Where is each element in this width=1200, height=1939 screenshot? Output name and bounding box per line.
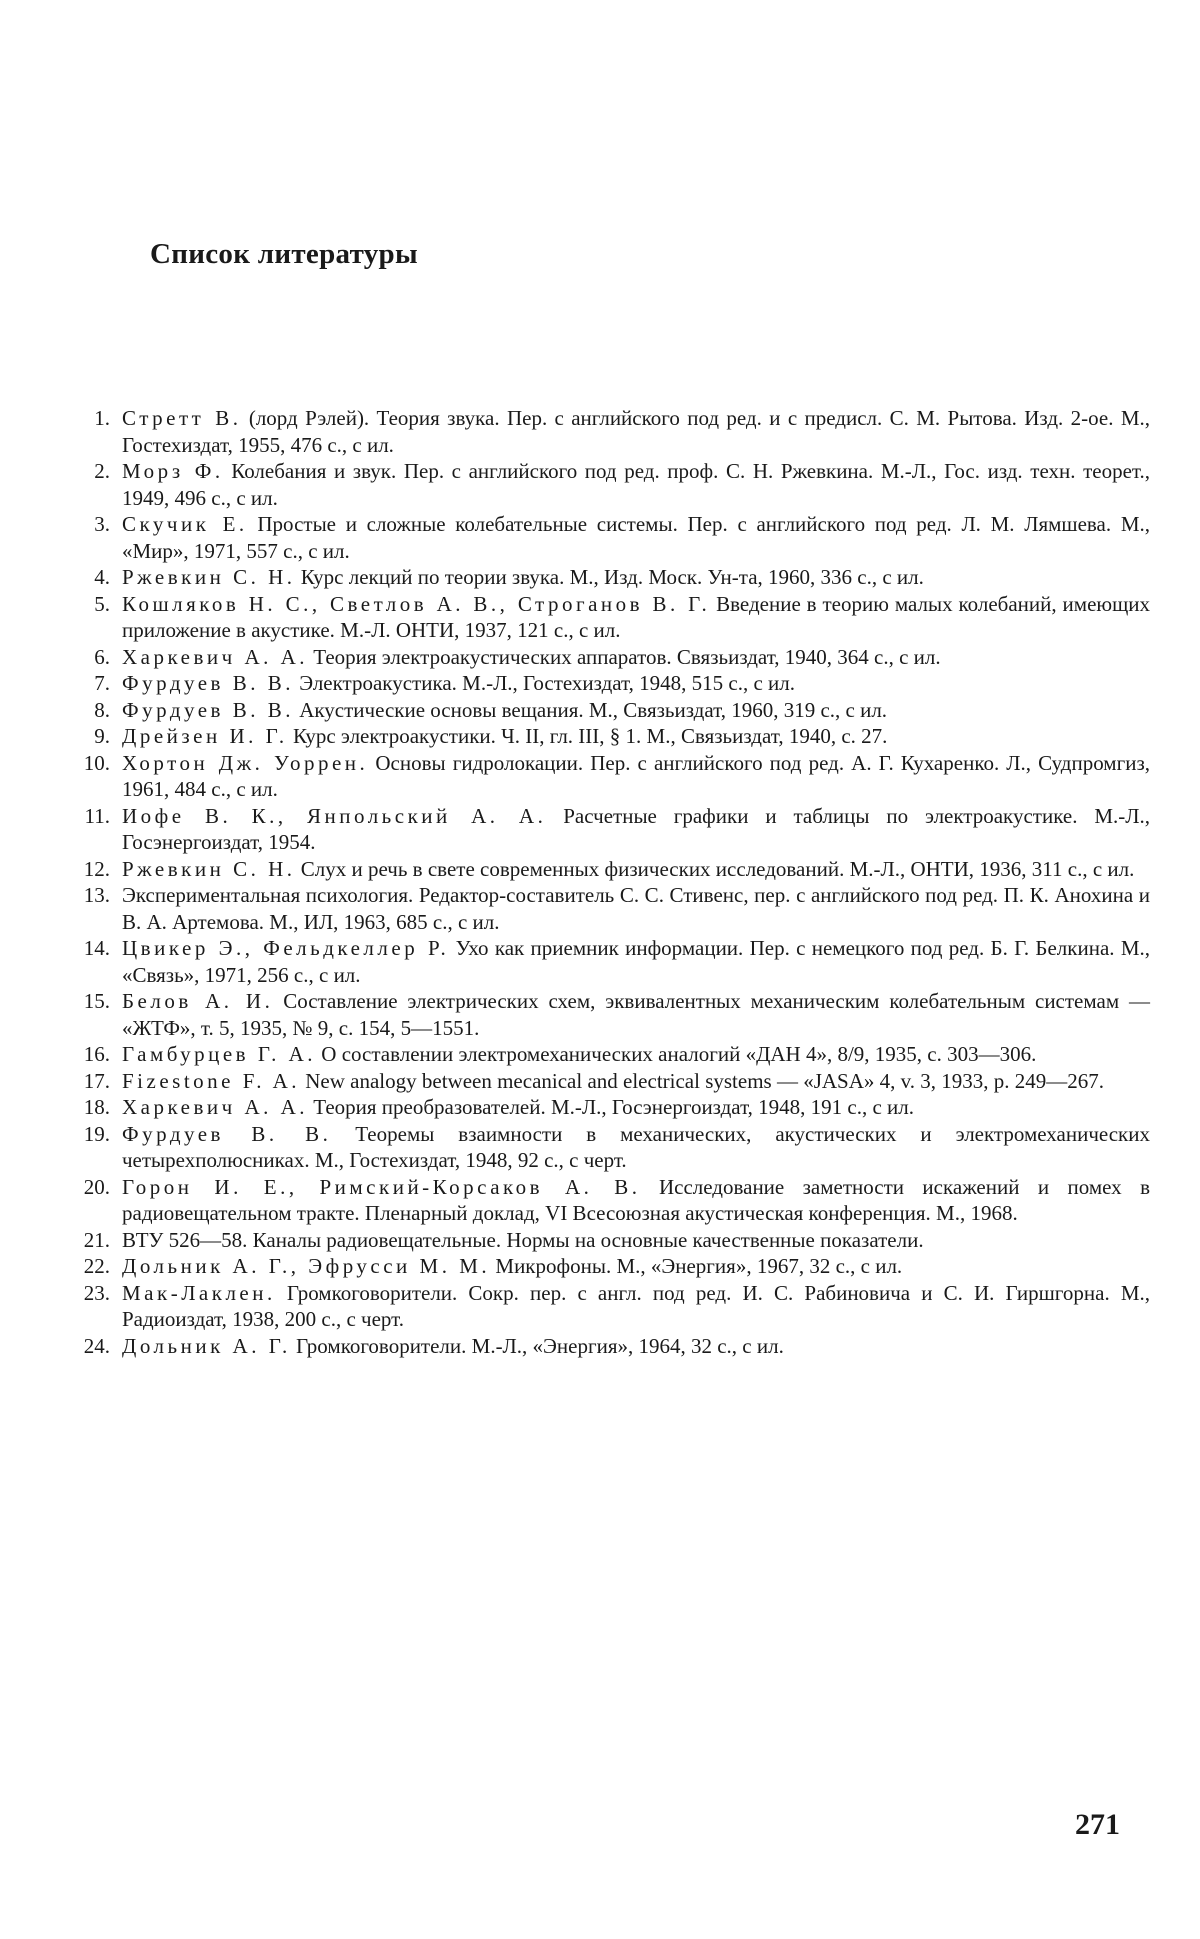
reference-item xyxy=(70,1253,1150,1280)
reference-text xyxy=(122,1280,1150,1333)
reference-text xyxy=(122,591,1150,644)
reference-item xyxy=(70,644,1150,671)
reference-author: Цвикер Э., Фельдкеллер Р. xyxy=(122,936,450,960)
reference-item xyxy=(70,1121,1150,1174)
reference-text xyxy=(122,935,1150,988)
reference-text xyxy=(122,1253,1150,1280)
reference-number: 19. xyxy=(83,1121,110,1146)
reference-description: Громкоговорители. М.-Л., «Энергия», 1964, 32 с., с ил. xyxy=(290,1333,784,1358)
reference-text xyxy=(122,1041,1150,1068)
reference-number: 24. xyxy=(83,1333,110,1358)
reference-author: Горон И. Е., Римский-Корсаков А. В. xyxy=(122,1174,641,1199)
reference-number: 23. xyxy=(83,1280,110,1305)
reference-text xyxy=(122,856,1150,883)
reference-author: Дольник А. Г., Эфрусси М. М. xyxy=(122,1254,491,1278)
reference-text xyxy=(122,1333,1150,1360)
reference-item xyxy=(70,856,1150,883)
reference-number: 3. xyxy=(94,512,110,536)
page-number: 271 xyxy=(1075,1808,1120,1841)
reference-author: Дрейзен И. Г. xyxy=(122,724,288,748)
reference-number: 11. xyxy=(84,803,110,828)
reference-number: 9. xyxy=(94,724,110,748)
reference-item xyxy=(70,1094,1150,1121)
reference-author: Морз Ф. xyxy=(122,459,224,483)
reference-description: Курс лекций по теории звука. М., Изд. Моск. Ун-та, 1960, 336 с., с ил. xyxy=(295,565,924,589)
reference-author: Белов А. И. xyxy=(122,989,274,1013)
reference-text xyxy=(122,511,1150,564)
reference-text xyxy=(122,1094,1150,1121)
reference-item xyxy=(70,935,1150,988)
reference-description: Микрофоны. М., «Энергия», 1967, 32 с., с ил. xyxy=(490,1254,903,1278)
page-title: Список литературы xyxy=(150,238,418,270)
reference-description: О составлении электромеханических аналогий «ДАН 4», 8/9, 1935, с. 303—306. xyxy=(316,1042,1037,1066)
reference-item xyxy=(70,1333,1150,1360)
reference-author: Ржевкин С. Н. xyxy=(122,856,296,881)
reference-description: Теория преобразователей. М.-Л., Госэнергоиздат, 1948, 191 с., с ил. xyxy=(308,1095,915,1119)
reference-author: Ржевкин С. Н. xyxy=(122,565,296,589)
reference-author: Фурдуев В. В. xyxy=(122,671,294,695)
reference-description: Курс электроакустики. Ч. II, гл. III, § 1. М., Связьиздат, 1940, с. 27. xyxy=(287,724,888,748)
reference-item xyxy=(70,723,1150,750)
reference-text xyxy=(122,1174,1150,1227)
reference-text xyxy=(122,1121,1150,1174)
reference-item xyxy=(70,564,1150,591)
reference-number: 2. xyxy=(94,459,110,483)
reference-author: Иофе В. К., Янпольский А. А. xyxy=(122,803,547,828)
reference-text xyxy=(122,988,1150,1041)
reference-item xyxy=(70,670,1150,697)
reference-item xyxy=(70,511,1150,564)
reference-description: Теория электроакустических аппаратов. Связьиздат, 1940, 364 с., с ил. xyxy=(308,644,941,669)
reference-number: 7. xyxy=(94,671,110,695)
reference-text xyxy=(122,723,1150,750)
reference-item xyxy=(70,1041,1150,1068)
reference-text xyxy=(122,1227,1150,1254)
reference-description: Исследование заметности искажений и помех в радиовещательном тракте. Пленарный доклад, VI Всесоюзная акустическая конференция. М., 1968. xyxy=(122,1174,1150,1225)
reference-description: ВТУ 526—58. Каналы радиовещательные. Нормы на основные качественные показатели. xyxy=(122,1227,924,1252)
reference-item xyxy=(70,697,1150,724)
reference-text xyxy=(122,405,1150,458)
reference-author: Кошляков Н. С., Светлов А. В., Строганов В. Г. xyxy=(122,591,711,616)
reference-author: Фурдуев В. В. xyxy=(122,697,294,722)
reference-item xyxy=(70,882,1150,935)
reference-author: Харкевич А. А. xyxy=(122,1095,309,1119)
reference-author: Скучик Е. xyxy=(122,512,248,536)
reference-number: 18. xyxy=(83,1095,110,1119)
reference-text xyxy=(122,750,1150,803)
reference-text xyxy=(122,1068,1150,1095)
reference-number: 22. xyxy=(83,1254,110,1278)
reference-item xyxy=(70,591,1150,644)
reference-description: Основы гидролокации. Пер. с английского под ред. А. Г. Кухаренко. Л., Судпромгиз, 1961, 484 с., с ил. xyxy=(122,750,1150,801)
reference-author: Гамбурцев Г. А. xyxy=(122,1042,317,1066)
reference-text xyxy=(122,458,1150,511)
reference-number: 16. xyxy=(83,1042,110,1066)
reference-number: 1. xyxy=(94,406,110,430)
reference-text xyxy=(122,803,1150,856)
reference-author: Фурдуев В. В. xyxy=(122,1121,332,1146)
reference-text xyxy=(122,697,1150,724)
reference-item xyxy=(70,1068,1150,1095)
reference-number: 17. xyxy=(83,1068,110,1093)
reference-description: Расчетные графики и таблицы по электроакустике. М.-Л., Госэнергоиздат, 1954. xyxy=(122,803,1150,854)
reference-item xyxy=(70,988,1150,1041)
reference-number: 5. xyxy=(94,591,110,616)
reference-text xyxy=(122,564,1150,591)
reference-item xyxy=(70,750,1150,803)
reference-item xyxy=(70,458,1150,511)
reference-number: 10. xyxy=(83,750,110,775)
reference-author: Харкевич А. А. xyxy=(122,644,309,669)
reference-description: Акустические основы вещания. М., Связьиздат, 1960, 319 с., с ил. xyxy=(293,697,888,722)
reference-number: 15. xyxy=(83,989,110,1013)
reference-description: Электроакустика. М.-Л., Гостехиздат, 1948, 515 с., с ил. xyxy=(293,671,795,695)
reference-description: Простые и сложные колебательные системы. Пер. с английского под ред. Л. М. Лямшева. М., «Мир», 1971, 557 с., с ил. xyxy=(122,512,1150,563)
reference-item xyxy=(70,1174,1150,1227)
reference-description: Громкоговорители. Сокр. пер. с англ. под ред. И. С. Рабиновича и С. И. Гиршгорна. М., Радиоиздат, 1938, 200 с., с черт. xyxy=(122,1280,1150,1331)
reference-item xyxy=(70,1280,1150,1333)
reference-number: 6. xyxy=(94,644,110,669)
reference-number: 14. xyxy=(83,936,110,960)
reference-number: 13. xyxy=(83,883,110,907)
reference-item xyxy=(70,803,1150,856)
reference-item xyxy=(70,1227,1150,1254)
reference-number: 20. xyxy=(83,1174,110,1199)
reference-item xyxy=(70,405,1150,458)
reference-description: Слух и речь в свете современных физических исследований. М.-Л., ОНТИ, 1936, 311 с., с ил. xyxy=(295,856,1135,881)
reference-description: Введение в теорию малых колебаний, имеющих приложение в акустике. М.-Л. ОНТИ, 1937, 121 с., с ил. xyxy=(122,591,1150,642)
reference-description: Колебания и звук. Пер. с английского под ред. проф. С. Н. Ржевкина. М.-Л., Гос. изд. техн. теорет., 1949, 496 с., с ил. xyxy=(122,459,1150,510)
reference-author: Хортон Дж. Уоррен. xyxy=(122,750,369,775)
reference-description: New analogy between mecanical and electrical systems — «JASA» 4, v. 3, 1933, p. 249—267. xyxy=(300,1068,1105,1093)
reference-number: 8. xyxy=(94,697,110,722)
reference-text xyxy=(122,882,1150,935)
reference-description: Составление электрических схем, эквивалентных механическим колебательным системам — «ЖТФ», т. 5, 1935, № 9, с. 154, 5—1551. xyxy=(122,989,1150,1040)
reference-description: Экспериментальная психология. Редактор-составитель С. С. Стивенс, пер. с английского под ред. П. К. Анохина и В. А. Артемова. М., ИЛ, 1963, 685 с., с ил. xyxy=(122,883,1150,934)
reference-description: Теоремы взаимности в механических, акустических и электромеханических четырехполюсниках. М., Гостехиздат, 1948, 92 с., с черт. xyxy=(122,1121,1150,1172)
reference-description: (лорд Рэлей). Теория звука. Пер. с английского под ред. и с предисл. С. М. Рытова. Изд. 2-ое. М., Гостехиздат, 1955, 476 с., с ил. xyxy=(122,406,1150,457)
reference-number: 12. xyxy=(83,856,110,881)
reference-author: Дольник А. Г. xyxy=(122,1333,291,1358)
reference-description: Ухо как приемник информации. Пер. с немецкого под ред. Б. Г. Белкина. М., «Связь», 1971, 256 с., с ил. xyxy=(122,936,1151,987)
reference-author: Fizestone F. A. xyxy=(122,1068,300,1093)
reference-text xyxy=(122,670,1150,697)
reference-author: Стретт В. xyxy=(122,406,242,430)
reference-number: 21. xyxy=(83,1227,110,1252)
reference-author: Мак-Лаклен. xyxy=(122,1280,276,1305)
reference-list xyxy=(70,405,1150,1359)
reference-number: 4. xyxy=(94,565,110,589)
reference-text xyxy=(122,644,1150,671)
